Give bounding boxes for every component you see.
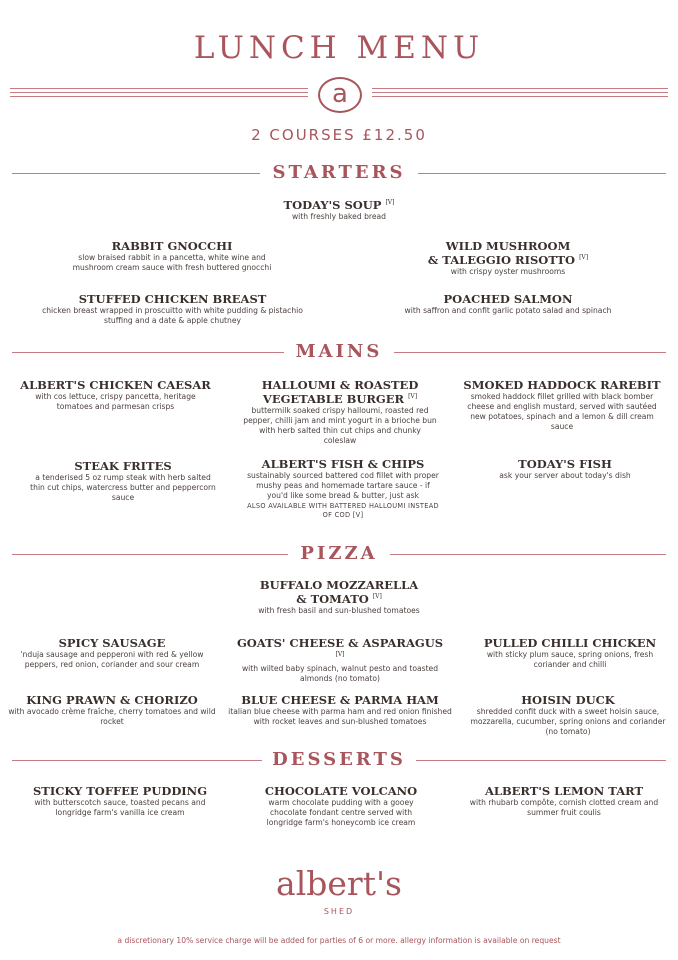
menu-item xyxy=(383,293,633,316)
item-name: ALBERT'S LEMON TART xyxy=(484,784,644,798)
item-name: ALBERT'S FISH & CHIPS xyxy=(261,457,425,471)
item-description: with crispy oyster mushrooms xyxy=(450,266,566,276)
item-name-line2: VEGETABLE BURGER xyxy=(262,391,405,406)
section-title-starters: STARTERS xyxy=(272,162,406,183)
menu-item xyxy=(466,694,670,737)
item-name: STEAK FRITES xyxy=(74,459,172,473)
menu-item xyxy=(472,637,668,670)
menu-item xyxy=(189,197,489,222)
veg-badge: [V] xyxy=(408,393,418,400)
brand-subtitle: SHED xyxy=(323,907,355,916)
item-name: HALLOUMI & ROASTED xyxy=(261,378,419,392)
menu-item xyxy=(398,240,618,277)
menu-item xyxy=(214,579,464,616)
menu-item xyxy=(242,379,438,446)
menu-item xyxy=(28,460,218,503)
item-description: with rhubarb compôte, cornish clotted cream and summer fruit coulis xyxy=(469,798,659,817)
item-description: italian blue cheese with parma ham and red onion finished with rocket leaves and sun-blushed tomatoes xyxy=(228,707,452,726)
menu-title: LUNCH MENU xyxy=(193,30,485,66)
section-title-pizza: PIZZA xyxy=(300,543,378,564)
menu-item xyxy=(462,379,662,432)
item-name: SMOKED HADDOCK RAREBIT xyxy=(463,378,661,392)
menu-item xyxy=(30,293,315,326)
item-name: PULLED CHILLI CHICKEN xyxy=(483,636,657,650)
footer-note: a discretionary 10% service charge will be added for parties of 6 or more. allergy information is available on request xyxy=(117,936,561,945)
menu-item xyxy=(232,637,448,684)
item-description: ask your server about today's dish xyxy=(499,471,631,480)
item-description: 'nduja sausage and pepperoni with red & yellow peppers, red onion, coriander and sour cream xyxy=(20,650,204,669)
menu-item xyxy=(464,785,664,818)
item-description: with sticky plum sauce, spring onions, fresh coriander and chilli xyxy=(486,650,654,669)
item-name: STICKY TOFFEE PUDDING xyxy=(32,784,208,798)
item-description: with cos lettuce, crispy pancetta, heritage tomatoes and parmesan crisps xyxy=(35,392,196,411)
menu-item xyxy=(18,379,213,412)
item-name: WILD MUSHROOM xyxy=(445,239,571,253)
item-name: CHOCOLATE VOLCANO xyxy=(264,784,418,798)
item-description: with butterscotch sauce, toasted pecans and longridge farm's vanilla ice cream xyxy=(34,798,206,817)
section-header-pizza xyxy=(12,545,666,565)
item-description: slow braised rabbit in a pancetta, white wine and mushroom cream sauce with fresh buttered gnocchi xyxy=(72,253,272,272)
item-description: with wilted baby spinach, walnut pesto and toasted almonds (no tomato) xyxy=(241,663,439,683)
menu-item xyxy=(251,785,431,828)
brand-logo: albert's xyxy=(276,864,402,903)
item-note: ALSO AVAILABLE WITH BATTERED HALLOUMI INSTEAD OF COD [V] xyxy=(247,502,439,519)
item-name: KING PRAWN & CHORIZO xyxy=(26,693,198,707)
item-description: with saffron and confit garlic potato salad and spinach xyxy=(404,306,612,315)
veg-badge: [V] xyxy=(372,593,382,600)
menu-item xyxy=(470,458,660,481)
section-title-mains: MAINS xyxy=(295,341,383,362)
section-header-mains xyxy=(12,343,666,363)
item-description: with freshly baked bread xyxy=(291,211,387,221)
item-name-line2: & TALEGGIO RISOTTO xyxy=(427,252,576,267)
menu-item xyxy=(5,694,219,727)
section-title-desserts: DESSERTS xyxy=(272,749,406,770)
item-description: smoked haddock fillet grilled with black bomber cheese and english mustard, served with sautéed new potatoes, spinach and a lemon & dill cream sauce xyxy=(467,392,657,431)
veg-badge: [V] xyxy=(579,254,589,261)
item-description: shredded confit duck with a sweet hoisin sauce, mozzarella, cucumber, spring onions and coriander (no tomato) xyxy=(470,707,666,736)
item-description: a tenderised 5 oz rump steak with herb salted thin cut chips, watercress butter and peppercorn sauce xyxy=(30,473,216,502)
item-description: chicken breast wrapped in proscuitto with white pudding & pistachio stuffing and a date & apple chutney xyxy=(42,306,303,325)
section-header-desserts xyxy=(12,751,666,771)
item-description: buttermilk soaked crispy halloumi, roasted red pepper, chilli jam and mint yogurt in a brioche bun with herb salted thin cut chips and chunky coleslaw xyxy=(243,405,437,445)
menu-item xyxy=(20,785,220,818)
price-line: 2 COURSES £12.50 xyxy=(251,126,427,144)
item-name: BLUE CHEESE & PARMA HAM xyxy=(241,693,439,707)
item-description: with fresh basil and sun-blushed tomatoes xyxy=(258,605,420,615)
item-name: STUFFED CHICKEN BREAST xyxy=(78,292,267,306)
menu-item xyxy=(12,637,212,670)
item-description: with avocado crème fraîche, cherry tomatoes and wild rocket xyxy=(8,707,216,726)
item-name: RABBIT GNOCCHI xyxy=(111,239,233,253)
item-name: ALBERT'S CHICKEN CAESAR xyxy=(20,378,211,392)
menu-item xyxy=(57,240,287,273)
veg-badge: [V] xyxy=(335,651,345,658)
item-description: warm chocolate pudding with a gooey chocolate fondant centre served with longridge farm's honeycomb ice cream xyxy=(266,798,416,827)
item-name: TODAY'S SOUP xyxy=(283,197,382,212)
item-name-line2: & TOMATO xyxy=(296,591,369,606)
item-name: BUFFALO MOZZARELLA xyxy=(259,578,419,592)
item-name: TODAY'S FISH xyxy=(518,457,612,471)
menu-item xyxy=(245,458,441,520)
item-name: GOATS' CHEESE & ASPARAGUS xyxy=(236,636,444,650)
logo-letter: a xyxy=(332,79,348,109)
veg-badge: [V] xyxy=(385,199,395,206)
item-description: sustainably sourced battered cod fillet with proper mushy peas and homemade tartare sauce - if you'd like some bread & butter, just ask xyxy=(247,471,439,500)
menu-item xyxy=(228,694,452,727)
item-name: POACHED SALMON xyxy=(443,292,573,306)
item-name: HOISIN DUCK xyxy=(521,693,615,707)
section-header-starters xyxy=(12,164,666,184)
item-name: SPICY SAUSAGE xyxy=(58,636,166,650)
